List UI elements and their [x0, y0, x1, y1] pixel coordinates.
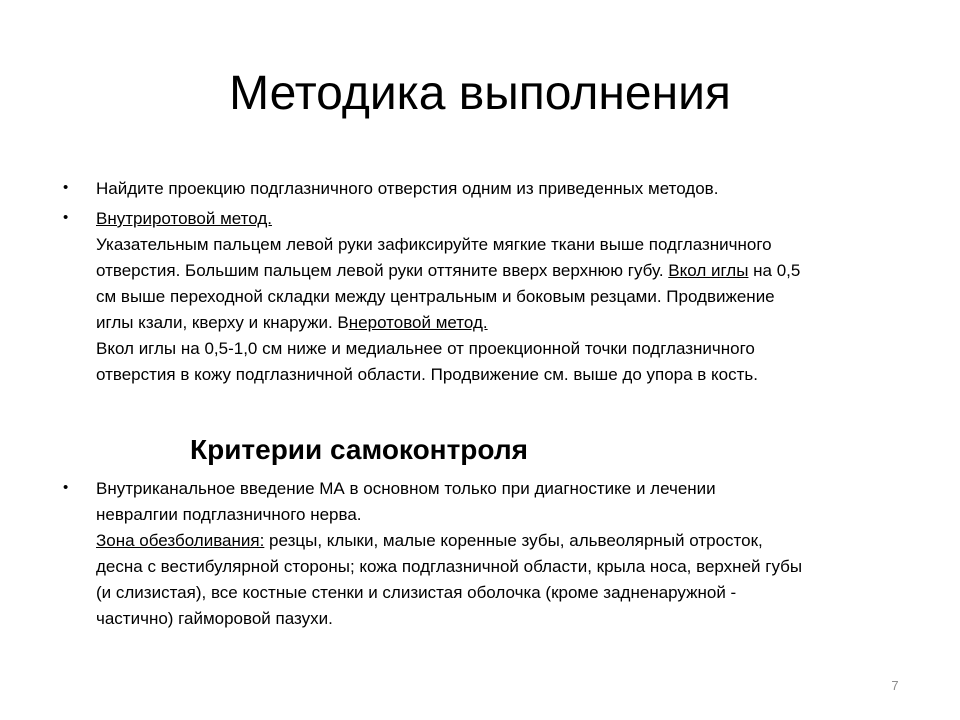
page-number: 7: [891, 678, 899, 693]
extraoral-method-heading: неротовой метод.: [348, 313, 488, 332]
bullet-item-intraoral-method: [63, 206, 863, 388]
bullet-list-method: [63, 176, 863, 392]
bullet-line: десна с вестибулярной стороны; кожа подглазничной области, крыла носа, верхней губы: [96, 557, 803, 576]
bullet-line: Внутриканальное введение МА в основном только при диагностике и лечении: [96, 479, 716, 498]
bullet-line: Указательным пальцем левой руки зафиксируйте мягкие ткани выше подглазничного: [96, 235, 772, 254]
slide-title: Методика выполнения: [229, 67, 731, 120]
bullet-line: отверстия. Большим пальцем левой руки оттяните вверх верхнюю губу.: [96, 261, 669, 280]
bullet-line: иглы кзали, кверху и кнаружи. В: [96, 313, 349, 332]
self-control-heading: Критерии самоконтроля: [190, 434, 528, 465]
intraoral-method-heading: Внутриротовой метод.: [96, 209, 272, 228]
bullet-dot-icon: •: [63, 479, 69, 496]
bullet-line: невралгии подглазничного нерва.: [96, 505, 362, 524]
bullet-text: Найдите проекцию подглазничного отверстия одним из приведенных методов.: [96, 179, 719, 198]
bullet-item-criteria: [63, 476, 863, 632]
bullet-dot-icon: •: [63, 209, 69, 226]
anesthesia-zone-term: Зона обезболивания:: [96, 531, 265, 550]
bullet-line: см выше переходной складки между центральным и боковым резцами. Продвижение: [96, 287, 775, 306]
bullet-line: резцы, клыки, малые коренные зубы, альвеолярный отросток,: [264, 531, 763, 550]
bullet-line: отверстия в кожу подглазничной области. Продвижение см. выше до упора в кость.: [96, 365, 758, 384]
bullet-dot-icon: •: [63, 179, 69, 196]
bullet-line: на 0,5: [748, 261, 801, 280]
bullet-line: Вкол иглы на 0,5-1,0 см ниже и медиальнее от проекционной точки подглазничного: [96, 339, 755, 358]
bullet-line: (и слизистая), все костные стенки и слизистая оболочка (кроме задненаружной -: [96, 583, 737, 602]
bullet-list-criteria: [63, 476, 863, 636]
bullet-line: частично) гаймоpовой пазухи.: [96, 609, 333, 628]
bullet-item-find-projection: [63, 176, 863, 202]
needle-insertion-term: Вкол иглы: [668, 261, 749, 280]
